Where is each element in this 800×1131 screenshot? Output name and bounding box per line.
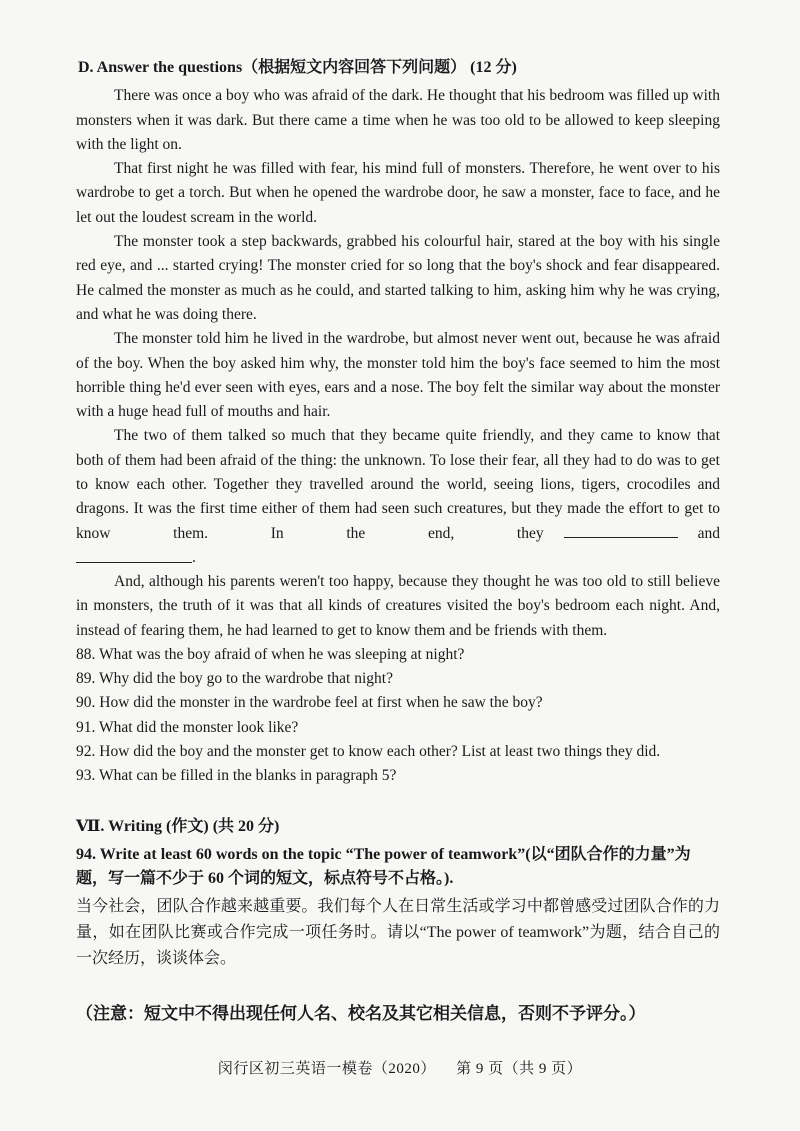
question-88: 88. What was the boy afraid of when he was sleeping at night? xyxy=(76,645,465,663)
passage-paragraph-4: The monster told him he lived in the wardrobe, but almost never went out, because he was afraid of the boy. When the boy asked him why, the monster told him the boy's face seemed to him the most horrible thing he'd ever seen with eyes, ears and a nose. The boy felt the similar way about the monster with a huge head full of mouths and hair. xyxy=(76,330,720,421)
footer-page-number: 第 9 页（共 9 页） xyxy=(456,1061,583,1077)
writing-notice: （注意：短文中不得出现任何人名、校名及其它相关信息，否则不予评分。） xyxy=(76,1003,646,1023)
answer-blank-1 xyxy=(564,523,678,538)
question-93: 93. What can be filled in the blanks in paragraph 5? xyxy=(76,767,397,785)
page-footer xyxy=(0,1057,800,1081)
passage-paragraph-2: That first night he was filled with fear, his mind full of monsters. Therefore, he went over to his wardrobe to get a torch. But when he opened the wardrobe door, he saw a monster, face to face, and he let out the loudest scream in the world. xyxy=(76,160,720,226)
question-90: 90. How did the monster in the wardrobe feel at first when he saw the boy? xyxy=(76,694,543,712)
paragraph-5-blank-line xyxy=(76,546,720,570)
paragraph-5-and: and xyxy=(697,524,720,542)
section-d-heading: D. Answer the questions（根据短文内容回答下列问题） (12 分) xyxy=(78,59,517,76)
question-91: 91. What did the monster look like? xyxy=(76,718,299,736)
question-92: 92. How did the boy and the monster get to know each other? List at least two things they did. xyxy=(76,743,661,761)
footer-exam-name: 闵行区初三英语一模卷（2020） xyxy=(217,1061,436,1077)
page-content xyxy=(76,56,720,1026)
paragraph-5-text: The two of them talked so much that they became quite friendly, and they came to know that both of them had been afraid of the thing: the unknown. To lose their fear, all they had to do was to get to know each other. Together they travelled around the world, seeing lions, tigers, crocodiles and dragons. It was the first time either of them had seen such creatures, but they made the effort to get to know them. In the end, they xyxy=(76,427,720,542)
writing-topic: 94. Write at least 60 words on the topic “The power of teamwork”(以“团队合作的力量”为题，写一篇不少于 60 个词的短文，标点符号不占格。). xyxy=(76,845,691,888)
writing-section-heading: Ⅶ. Writing (作文) (共 20 分) xyxy=(76,817,280,835)
passage-paragraph-3: The monster took a step backwards, grabbed his colourful hair, stared at the boy with his single red eye, and ... started crying! The monster cried for so long that the boy's shock and fear disappeared. He calmed the monster as much as he could, and started talking to him, asking him why he was crying, and what he was doing there. xyxy=(76,233,720,323)
passage-paragraph-5 xyxy=(76,424,720,545)
question-89: 89. Why did the boy go to the wardrobe that night? xyxy=(76,670,393,688)
passage-paragraph-1: There was once a boy who was afraid of the dark. He thought that his bedroom was filled up with monsters when it was dark. But there came a time when he was too old to be allowed to keep sleeping with the light on. xyxy=(76,87,720,153)
passage-paragraph-6: And, although his parents weren't too happy, because they thought he was too old to still believe in monsters, the truth of it was that all kinds of creatures visited the boy's bedroom each night. And, instead of fearing them, he had learned to get to know them and be friends with them. xyxy=(76,572,720,639)
question-list xyxy=(76,643,720,789)
writing-instructions: 当今社会，团队合作越来越重要。我们每个人在日常生活或学习中都曾感受过团队合作的力量，如在团队比赛或合作完成一项任务时。请以“The power of teamwork”为题，结合自己的一次经历，谈谈体会。 xyxy=(76,897,720,967)
answer-blank-2 xyxy=(76,562,192,563)
paragraph-5-period: . xyxy=(192,548,196,566)
